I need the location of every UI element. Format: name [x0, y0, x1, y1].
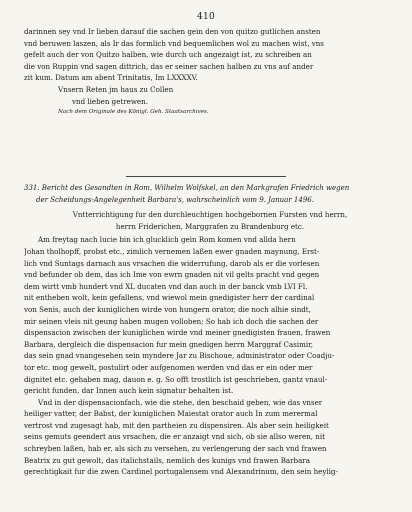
text-line: nit entheben wolt, kein gefallens, vnd wiewol mein gnedigister herr der cardinal	[24, 293, 315, 303]
text-line: Barbara, dergleich die dispensacion fur mein gnedigen herrn Marggraf Casimir,	[24, 339, 313, 349]
section-divider	[126, 176, 286, 177]
text-line: dignitet etc. gehaben mag, dauon e. g. So offt trostlich ist geschrieben, gantz vnaul-	[24, 374, 328, 384]
top-letter-text	[24, 26, 396, 119]
text-line: dem wirtt vmb hundert vnd XL ducaten vnd dan auch in der banck vmb LVI Fl.	[24, 281, 308, 291]
text-line: das sein gnad vnangesehen sein myndere Jar zu Bischoue, administrator oder Coadju-	[24, 351, 335, 361]
doc-title: Vntterrichtigung fur den durchleuchtigen hochgebornen Fursten vnd herrn,	[72, 210, 348, 220]
text-line: lich vnd Suntags darnach aus vrsachen die widerrufung, darob als er die vorlesen	[24, 258, 320, 268]
text-line: vnd beruwen laszen, als Ir das formlich vnd bequemlichen wol zu machen wist, vns	[24, 38, 324, 48]
closing-line: vnd lieben getrewen.	[72, 96, 148, 106]
paragraph-1	[24, 234, 396, 396]
text-line: schreyben laßen, hab er, als sich zu versehen, zu verlengerung der sach vnd frawen	[24, 444, 327, 454]
text-line: die von Ruppin vnd sagen dittrich, das er seiner sachen halben zu vns auf ander	[24, 61, 314, 71]
doc-heading: 331. Bericht des Gesandten in Rom, Wilhelm Wolfskel, an den Markgrafen Friedrich wegen	[24, 184, 350, 192]
page-number: 410	[196, 12, 216, 22]
text-line: Vnd in der dispensacionfach, wie die stehe, den beschaid geben, wie das vnser	[38, 397, 323, 407]
text-line: dispensacion zwischen der kuniglichen wirde vnd meiner gnedigisten frauen, frawen	[24, 328, 331, 338]
text-line: gericht funden, dar Innen auch kein signatur behalten ist.	[24, 386, 234, 396]
doc-heading: der Scheidungs-Angelegenheit Barbara's, wahrscheinlich vom 9. Januar 1496.	[36, 195, 314, 204]
text-line: vertrost vnd zugesagt hab, mit den partheien zu dispensiren. Als aber sein heiligkeit	[24, 420, 329, 430]
source-note: Nach dem Originale des Königl. Geh. Staatsarchives.	[58, 109, 209, 116]
text-line: vnd befunder ob dem, das ich Ime von ewrn gnaden nit vil gelts pracht vnd gegen	[24, 270, 320, 280]
text-line: mir seinen vleis nit geung haben mugen volloben; So hab ich doch die sachen der	[24, 316, 319, 326]
text-line: zit kum. Datum am abent Trinitatis, Im LXXXXV.	[24, 73, 198, 83]
text-line: tor etc. mog gewelt, postulirt oder aufgenomen werden vnd das er ein oder mer	[24, 362, 313, 372]
text-line: von Senis, auch der kuniglichen wirde von hungern orator, die noch alhie sindt,	[24, 304, 311, 314]
doc-title: herrn Friderichen, Marggrafen zu Brandenburg etc.	[115, 221, 305, 231]
text-line: Johan tholhopff, probst etc., zimlich vernemen laßen ewer gnaden maynung, Erst-	[24, 246, 320, 256]
text-line: Am freytag nach lucie bin ich glucklich gein Rom komen vnd allda hern	[38, 235, 296, 245]
document-331	[24, 183, 396, 478]
text-line: darinnen sey vnd Ir lieben darauf die sachen gein den von quitzo gutlichen ansten	[24, 27, 321, 36]
text-line: seins gemuts geendert aus vrsachen, die er anzaigt vnd sich, ob sie allso weren, nit	[24, 432, 325, 442]
text-line: gefelt auch der von Quitzo halben, wie durch uch angezaigt ist, zu schreiben an	[24, 50, 312, 60]
text-line: Beatrix zu gut gewolt, das italichstails, nemlich des kunigs vnd frawen Barbara	[24, 455, 310, 465]
text-line: heiliger vatter, der Babst, der kuniglichen Maiestat orator auch In zum merermal	[24, 409, 318, 419]
text-line: gerechtigkait fur die zwen Cardinel portugalensem vnd Alexandrinum, den sein heylig-	[24, 467, 338, 477]
paragraph-2	[24, 397, 396, 478]
closing-line: Vnsern Reten jm haus zu Collen	[58, 84, 174, 94]
